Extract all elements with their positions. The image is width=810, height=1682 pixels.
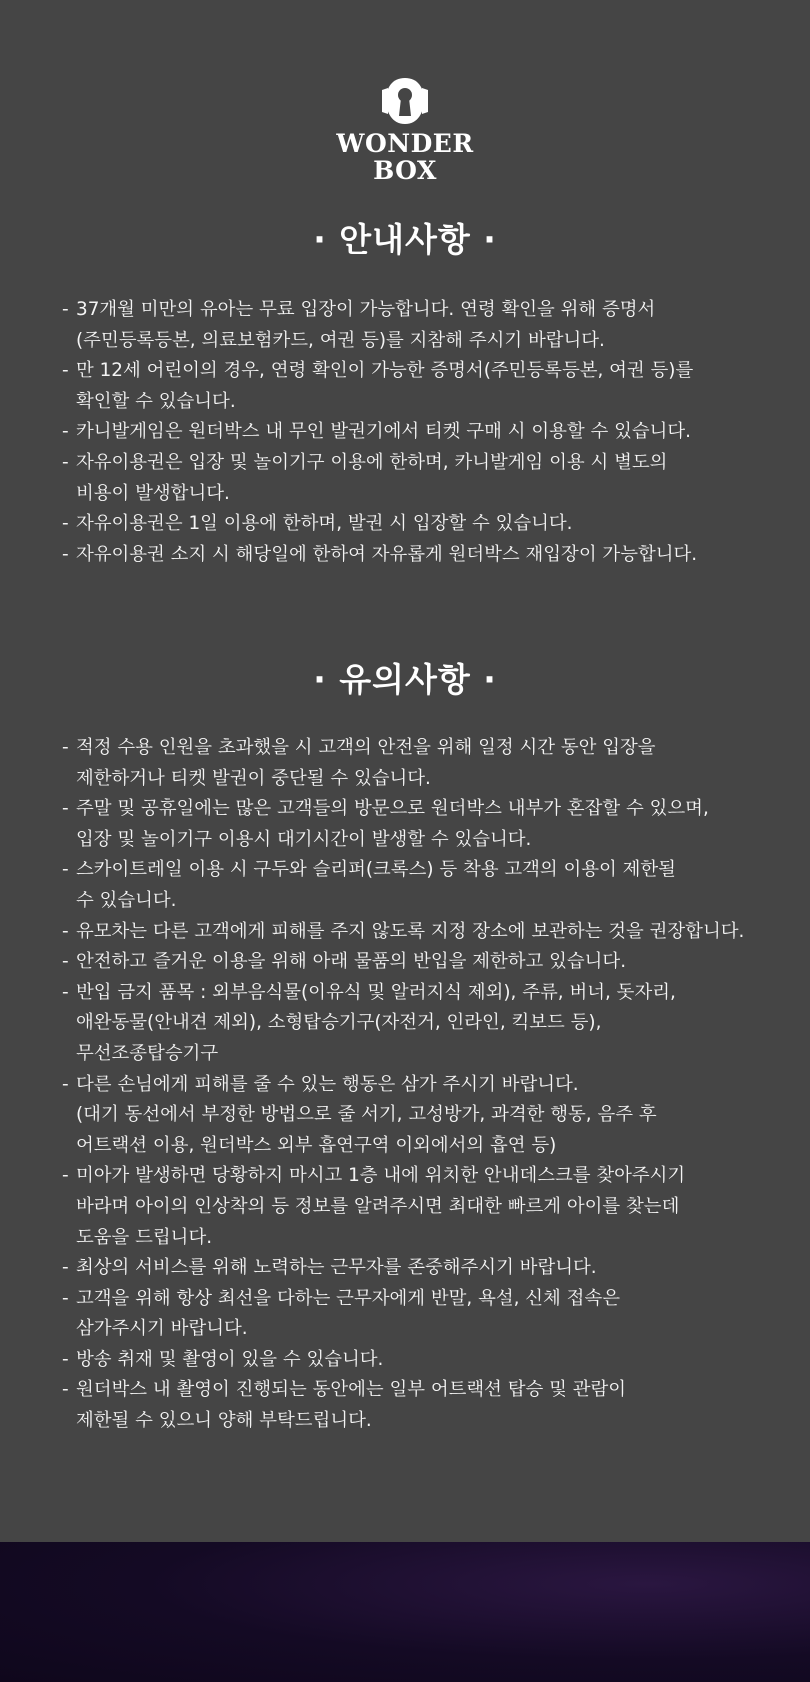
footer-banner bbox=[0, 1542, 810, 1682]
list-item: - 스카이트레일 이용 시 구두와 슬리퍼(크록스) 등 착용 고객의 이용이 제한될 수 있습니다. bbox=[62, 859, 676, 911]
wonderbox-logo bbox=[0, 76, 810, 184]
list-item: - 원더박스 내 촬영이 진행되는 동안에는 일부 어트랙션 탑승 및 관람이 제한될 수 있으니 양해 부탁드립니다. bbox=[62, 1379, 627, 1432]
keyhole-icon bbox=[380, 76, 430, 126]
list-item: - 적정 수용 인원을 초과했을 시 고객의 안전을 위해 일정 시간 동안 입장을 제한하거나 티켓 발권이 중단될 수 있습니다. bbox=[62, 737, 656, 789]
logo-text-line2: BOX bbox=[373, 156, 437, 185]
list-item: - 주말 및 공휴일에는 많은 고객들의 방문으로 원더박스 내부가 혼잡할 수 있으며, 입장 및 놀이기구 이용시 대기시간이 발생할 수 있습니다. bbox=[62, 798, 709, 850]
list-item: - 미아가 발생하면 당황하지 마시고 1층 내에 위치한 안내데스크를 찾아주시기 바라며 아이의 인상착의 등 정보를 알려주시면 최대한 빠르게 아이를 찾는데 도움을 드립니다. bbox=[62, 1165, 686, 1248]
list-item: - 카니발게임은 원더박스 내 무인 발권기에서 티켓 구매 시 이용할 수 있습니다. bbox=[62, 421, 692, 443]
list-item: - 안전하고 즐거운 이용을 위해 아래 물품의 반입을 제한하고 있습니다. bbox=[62, 951, 627, 973]
list-item: - 반입 금지 품목 : 외부음식물(이유식 및 알러지식 제외), 주류, 버너, 돗자리, 애완동물(안내견 제외), 소형탑승기구(자전거, 인라인, 킥보드 등), 무선조종탑승기구 bbox=[62, 981, 676, 1064]
logo-text-line1: WONDER bbox=[336, 129, 474, 158]
list-item: - 방송 취재 및 촬영이 있을 수 있습니다. bbox=[62, 1348, 384, 1370]
list-item: - 유모차는 다른 고객에게 피해를 주지 않도록 지정 장소에 보관하는 것을 권장합니다. bbox=[62, 920, 745, 942]
caution-list bbox=[62, 733, 802, 1437]
info-section-title: · 안내사항 · bbox=[313, 220, 497, 259]
list-item: - 자유이용권은 입장 및 놀이기구 이용에 한하며, 카니발게임 이용 시 별도의 비용이 발생합니다. bbox=[62, 451, 668, 504]
caution-section-title: · 유의사항 · bbox=[313, 660, 497, 699]
list-item: - 만 12세 어린이의 경우, 연령 확인이 가능한 증명서(주민등록등본, 여권 등)를 확인할 수 있습니다. bbox=[62, 360, 694, 412]
list-item: - 37개월 미만의 유아는 무료 입장이 가능합니다. 연령 확인을 위해 증명서 (주민등록등본, 의료보험카드, 여권 등)를 지참해 주시기 바랍니다. bbox=[62, 299, 656, 351]
list-item: - 고객을 위해 항상 최선을 다하는 근무자에게 반말, 욕설, 신체 접속은 삼가주시기 바랍니다. bbox=[62, 1287, 620, 1340]
info-list bbox=[62, 295, 802, 570]
list-item: - 자유이용권은 1일 이용에 한하며, 발권 시 입장할 수 있습니다. bbox=[62, 513, 573, 535]
list-item: - 최상의 서비스를 위해 노력하는 근무자를 존중해주시기 바랍니다. bbox=[62, 1257, 597, 1279]
list-item: - 자유이용권 소지 시 해당일에 한하여 자유롭게 원더박스 재입장이 가능합니다. bbox=[62, 543, 698, 565]
list-item: - 다른 손님에게 피해를 줄 수 있는 행동은 삼가 주시기 바랍니다. (대기 동선에서 부정한 방법으로 줄 서기, 고성방가, 과격한 행동, 음주 후 어트랙션 이용, 원더박스 외부 흡연구역 이외에서의 흡연 등) bbox=[62, 1073, 657, 1156]
